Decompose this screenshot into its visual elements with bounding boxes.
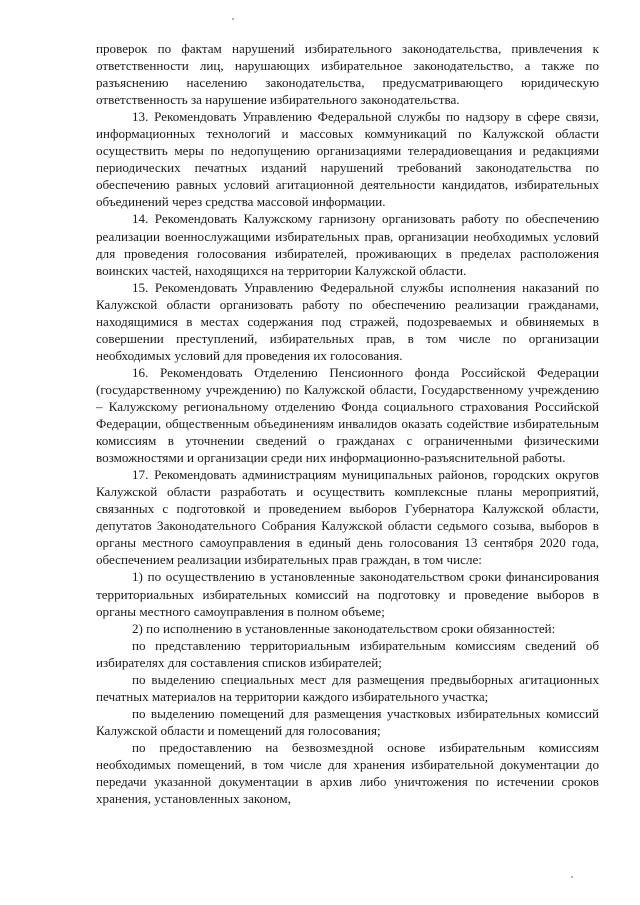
scan-speck-bottom — [571, 876, 573, 878]
paragraph-continuation: проверок по фактам нарушений избирательного законодательства, привлечения к ответственности лиц, нарушающих избирательное законодательство, а также по разъяснению населению законодательства, предусматривающего юридическую ответственность за нарушение избирательного законодательства. — [96, 41, 599, 108]
sub-item-voter-lists: по представлению территориальным избирательным комиссиям сведений об избирателях для составления списков избирателей; — [96, 637, 599, 670]
document-body — [96, 40, 599, 807]
list-item-1: 1) по осуществлению в установленные законодательством сроки финансирования территориальных избирательных комиссий на подготовку и проведение выборов в органы местного самоуправления в полном объеме; — [96, 569, 599, 619]
paragraph-17: 17. Рекомендовать администрациям муниципальных районов, городских округов Калужской области разработать и осуществить комплексные планы мероприятий, связанных с подготовкой и проведением выборов Губернатора Калужской области, депутатов Законодательного Собрания Калужской области седьмого созыва, выборов в органы местного самоуправления в единый день голосования 13 сентября 2020 года, обеспечением реализации избирательных прав граждан, в том числе: — [96, 467, 599, 568]
sub-item-polling-premises: по выделению помещений для размещения участковых избирательных комиссий Калужской области и помещений для голосования; — [96, 705, 599, 738]
sub-item-free-premises: по предоставлению на безвозмездной основе избирательным комиссиям необходимых помещений, в том числе для хранения избирательной документации до передачи указанной документации в архив либо уничтожения по истечении сроков хранения, установленных законом, — [96, 739, 599, 807]
paragraph-15: 15. Рекомендовать Управлению Федеральной службы исполнения наказаний по Калужской области организовать работу по обеспечению реализации гражданами, находящимися в местах содержания под стражей, подозреваемых и обвиняемых в совершении преступлений, избирательных прав, в том числе по организации необходимых условий для проведения их голосования. — [96, 279, 599, 363]
list-item-2: 2) по исполнению в установленные законодательством сроки обязанностей: — [132, 620, 556, 636]
scan-speck-top — [232, 18, 234, 20]
sub-item-campaign-places: по выделению специальных мест для размещения предвыборных агитационных печатных материалов на территории каждого избирательного участка; — [96, 671, 599, 704]
paragraph-14: 14. Рекомендовать Калужскому гарнизону организовать работу по обеспечению реализации военнослужащими избирательных прав, организации необходимых условий для проведения голосования избирателей, проживающих в пределах расположения воинских частей, находящихся на территории Калужской области. — [96, 211, 599, 278]
paragraph-16: 16. Рекомендовать Отделению Пенсионного фонда Российской Федерации (государственному учреждению) по Калужской области, Государственному учреждению – Калужскому региональному отделению Фонда социального страхования Российской Федерации, общественным объединениям инвалидов оказать содействие избирательным комиссиям в уточнении сведений о гражданах с ограниченными физическими возможностями и организации среди них информационно-разъяснительной работы. — [96, 364, 599, 466]
paragraph-13: 13. Рекомендовать Управлению Федеральной службы по надзору в сфере связи, информационных технологий и массовых коммуникаций по Калужской области осуществить меры по недопущению организациями телерадиовещания и редакциями периодических печатных изданий нарушений требований законодательства по обеспечению равных условий агитационной деятельности кандидатов, избирательных объединений через средства массовой информации. — [96, 109, 599, 210]
